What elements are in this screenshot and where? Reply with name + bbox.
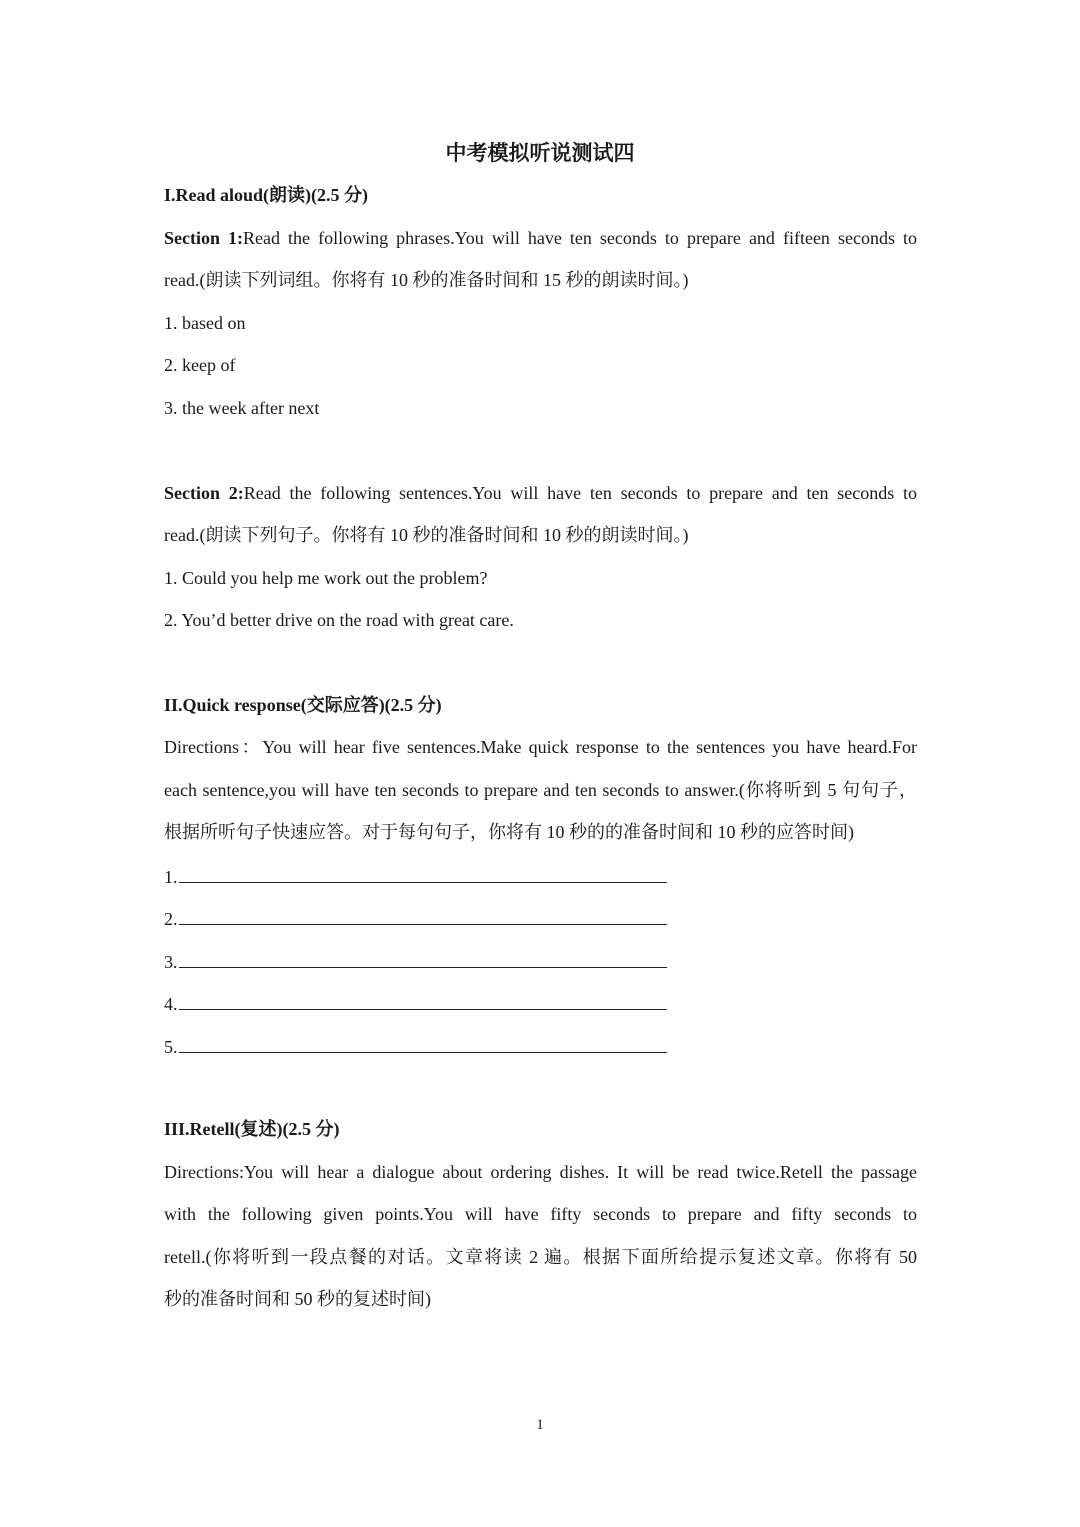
part3-directions-line2: with the following given points.You will have fifty seconds to prepare and fifty seconds to <box>164 1204 917 1224</box>
sentence-item: 2. You’d better drive on the road with great care. <box>164 610 514 630</box>
answer-blank-row <box>164 1034 667 1058</box>
part2-directions-line1: Directions：You will hear five sentences.Make quick response to the sentences you have heard.For <box>164 737 917 757</box>
phrase-item: 2. keep of <box>164 355 236 375</box>
section2-label: Section 2: <box>164 483 244 503</box>
answer-line[interactable] <box>179 864 667 883</box>
answer-line[interactable] <box>179 906 667 925</box>
part2-directions-line3: 根据所听句子快速应答。对于每句句子，你将有 10 秒的的准备时间和 10 秒的应答时间) <box>164 822 854 842</box>
section1-label: Section 1: <box>164 228 244 248</box>
part3-directions-line4: 秒的准备时间和 50 秒的复述时间) <box>164 1289 431 1309</box>
answer-number: 3. <box>164 952 178 972</box>
answer-line[interactable] <box>179 991 667 1010</box>
section2-text: Read the following sentences.You will have ten seconds to prepare and ten seconds to <box>243 483 917 503</box>
answer-blank-row <box>164 991 667 1015</box>
answer-line[interactable] <box>179 949 667 968</box>
part3-heading: III.Retell(复述)(2.5 分) <box>164 1119 340 1139</box>
page-number: 1 <box>536 1417 544 1433</box>
answer-number: 2. <box>164 909 178 929</box>
phrase-item: 1. based on <box>164 313 246 333</box>
answer-blank-row <box>164 864 667 888</box>
section1-instruction-line1 <box>164 227 917 249</box>
page-title: 中考模拟听说测试四 <box>445 141 635 165</box>
part3-directions-line1: Directions:You will hear a dialogue about ordering dishes. It will be read twice.Retell the passage <box>164 1162 917 1182</box>
part2-heading: II.Quick response(交际应答)(2.5 分) <box>164 695 442 715</box>
part3-directions-line3: retell.(你将听到一段点餐的对话。文章将读 2 遍。根据下面所给提示复述文章。你将有 50 <box>164 1247 917 1267</box>
section1-instruction-line2: read.(朗读下列词组。你将有 10 秒的准备时间和 15 秒的朗读时间。) <box>164 270 689 290</box>
sentence-item: 1. Could you help me work out the problem? <box>164 568 488 588</box>
answer-line[interactable] <box>179 1034 667 1053</box>
section2-instruction-line1 <box>164 482 917 504</box>
phrase-item: 3. the week after next <box>164 398 320 418</box>
answer-number: 4. <box>164 994 178 1014</box>
answer-number: 1. <box>164 867 178 887</box>
section1-text: Read the following phrases.You will have ten seconds to prepare and fifteen seconds to <box>243 228 917 248</box>
answer-blank-row <box>164 906 667 930</box>
section2-instruction-line2: read.(朗读下列句子。你将有 10 秒的准备时间和 10 秒的朗读时间。) <box>164 525 689 545</box>
answer-blank-row <box>164 949 667 973</box>
part2-directions-line2: each sentence,you will have ten seconds to prepare and ten seconds to answer.(你将听到 5 句句子， <box>164 780 917 800</box>
part1-heading: I.Read aloud(朗读)(2.5 分) <box>164 185 369 205</box>
answer-number: 5. <box>164 1037 178 1057</box>
